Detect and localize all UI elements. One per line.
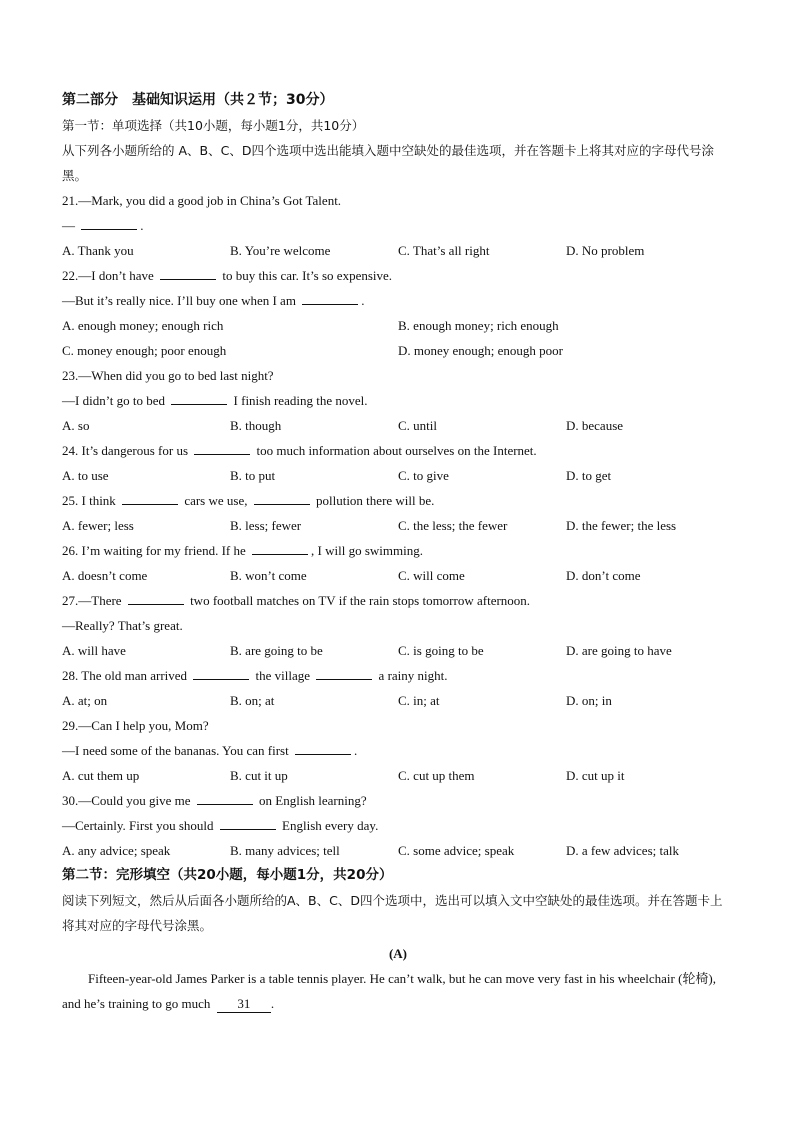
option-c[interactable]: C. the less; the fewer xyxy=(398,518,508,533)
question-25-line xyxy=(62,488,734,513)
option-b[interactable]: B. on; at xyxy=(230,693,275,708)
answer-blank xyxy=(194,440,250,455)
option-d[interactable]: D. don’t come xyxy=(566,568,641,583)
options-row xyxy=(62,688,734,713)
answer-blank xyxy=(220,815,276,830)
question-26-line xyxy=(62,538,734,563)
options-row xyxy=(62,238,734,263)
option-a[interactable]: A. at; on xyxy=(62,693,108,708)
question-29-line xyxy=(62,738,734,763)
question-text: to buy this car. It’s so expensive. xyxy=(219,268,393,283)
option-c[interactable]: C. is going to be xyxy=(398,643,484,658)
options-row xyxy=(62,338,734,363)
question-text: cars we use, xyxy=(181,493,251,508)
option-c[interactable]: C. That’s all right xyxy=(398,243,490,258)
question-text: 27.—There xyxy=(62,593,125,608)
question-text: I finish reading the novel. xyxy=(230,393,368,408)
option-d[interactable]: D. to get xyxy=(566,468,612,483)
question-27-line xyxy=(62,613,734,638)
answer-blank xyxy=(254,490,310,505)
option-d[interactable]: D. because xyxy=(566,418,624,433)
option-b[interactable]: B. are going to be xyxy=(230,643,323,658)
option-c[interactable]: C. some advice; speak xyxy=(398,843,515,858)
question-text: —I need some of the bananas. You can first xyxy=(62,743,292,758)
option-d[interactable]: D. the fewer; the less xyxy=(566,518,677,533)
question-text: too much information about ourselves on the Internet. xyxy=(253,443,537,458)
section1-instructions: 从下列各小题所给的 A、B、C、D四个选项中选出能填入题中空缺处的最佳选项，并在答题卡上将其对应的字母代号涂黑。 xyxy=(62,143,714,183)
answer-blank xyxy=(197,790,253,805)
question-text: on English learning? xyxy=(255,793,367,808)
question-text: —Really? That’s great. xyxy=(62,618,183,633)
question-text: 29.—Can I help you, Mom? xyxy=(62,718,209,733)
question-23-line xyxy=(62,363,734,388)
question-text: two football matches on TV if the rain stops tomorrow afternoon. xyxy=(186,593,531,608)
answer-blank xyxy=(302,290,358,305)
question-text: pollution there will be. xyxy=(312,493,435,508)
options-row xyxy=(62,563,734,588)
question-text: — xyxy=(62,218,79,233)
option-b[interactable]: B. less; fewer xyxy=(230,518,302,533)
option-b[interactable]: B. won’t come xyxy=(230,568,307,583)
passage-paragraph xyxy=(62,966,734,1016)
passage-text: Fifteen-year-old James Parker is a table tennis player. He can’t walk, but he can move very fast in his wheelchair (轮椅), and he’s training to go much xyxy=(62,971,716,1011)
question-text: a rainy night. xyxy=(375,668,448,683)
answer-blank xyxy=(81,215,137,230)
options-row xyxy=(62,513,734,538)
option-b[interactable]: B. enough money; rich enough xyxy=(398,318,559,333)
options-row xyxy=(62,638,734,663)
answer-blank xyxy=(193,665,249,680)
question-30-line xyxy=(62,788,734,813)
question-28-line xyxy=(62,663,734,688)
option-c[interactable]: C. money enough; poor enough xyxy=(62,343,227,358)
options-row xyxy=(62,838,734,863)
option-b[interactable]: B. many advices; tell xyxy=(230,843,340,858)
question-list xyxy=(62,188,734,863)
question-29-line xyxy=(62,713,734,738)
answer-blank xyxy=(128,590,184,605)
exam-page xyxy=(62,88,734,1016)
option-d[interactable]: D. money enough; enough poor xyxy=(398,343,564,358)
option-a[interactable]: A. to use xyxy=(62,468,109,483)
question-text: 24. It’s dangerous for us xyxy=(62,443,192,458)
section2-instructions: 阅读下列短文，然后从后面各小题所给的A、B、C、D四个选项中，选出可以填入文中空缺处的最佳选项。并在答题卡上将其对应的字母代号涂黑。 xyxy=(62,893,723,933)
question-text: —But it’s really nice. I’ll buy one when I am xyxy=(62,293,300,308)
question-text: 21.—Mark, you did a good job in China’s Got Talent. xyxy=(62,193,342,208)
option-a[interactable]: A. enough money; enough rich xyxy=(62,318,224,333)
question-text: 25. I think xyxy=(62,493,120,508)
option-c[interactable]: C. cut up them xyxy=(398,768,475,783)
section1-title: 第一节：单项选择（共10小题，每小题1分，共10分） xyxy=(62,118,365,133)
option-a[interactable]: A. fewer; less xyxy=(62,518,134,533)
answer-blank xyxy=(316,665,372,680)
passage-title: (A) xyxy=(388,946,408,961)
option-a[interactable]: A. Thank you xyxy=(62,243,134,258)
question-22-line xyxy=(62,288,734,313)
section2-title: 第二节：完形填空（共20小题，每小题1分，共20分） xyxy=(62,867,393,883)
option-c[interactable]: C. until xyxy=(398,418,438,433)
option-d[interactable]: D. a few advices; talk xyxy=(566,843,679,858)
question-text: 23.—When did you go to bed last night? xyxy=(62,368,274,383)
option-b[interactable]: B. You’re welcome xyxy=(230,243,331,258)
part-title: 第二部分 基础知识运用（共２节；30分） xyxy=(62,92,334,108)
option-c[interactable]: C. in; at xyxy=(398,693,440,708)
option-c[interactable]: C. will come xyxy=(398,568,465,583)
option-a[interactable]: A. so xyxy=(62,418,90,433)
option-d[interactable]: D. No problem xyxy=(566,243,645,258)
question-text: —Certainly. First you should xyxy=(62,818,217,833)
option-d[interactable]: D. on; in xyxy=(566,693,612,708)
question-24-line xyxy=(62,438,734,463)
options-row xyxy=(62,413,734,438)
option-d[interactable]: D. are going to have xyxy=(566,643,672,658)
question-23-line xyxy=(62,388,734,413)
options-row xyxy=(62,463,734,488)
option-a[interactable]: A. doesn’t come xyxy=(62,568,148,583)
question-21-line xyxy=(62,188,734,213)
option-a[interactable]: A. any advice; speak xyxy=(62,843,171,858)
question-22-line xyxy=(62,263,734,288)
question-text: . xyxy=(140,218,144,233)
question-text: 30.—Could you give me xyxy=(62,793,194,808)
question-text: . xyxy=(353,743,358,758)
option-b[interactable]: B. to put xyxy=(230,468,276,483)
question-text: 22.—I don’t have xyxy=(62,268,158,283)
answer-blank xyxy=(252,540,308,555)
question-30-line xyxy=(62,813,734,838)
answer-blank xyxy=(122,490,178,505)
option-c[interactable]: C. to give xyxy=(398,468,449,483)
option-a[interactable]: A. will have xyxy=(62,643,126,658)
question-text: 28. The old man arrived xyxy=(62,668,191,683)
answer-blank xyxy=(171,390,227,405)
question-text: English every day. xyxy=(278,818,379,833)
option-d[interactable]: D. cut up it xyxy=(566,768,625,783)
question-text: the village xyxy=(252,668,314,683)
option-b[interactable]: B. though xyxy=(230,418,282,433)
options-row xyxy=(62,313,734,338)
passage-text-end: . xyxy=(270,996,275,1011)
question-27-line xyxy=(62,588,734,613)
option-b[interactable]: B. cut it up xyxy=(230,768,288,783)
question-21-line xyxy=(62,213,734,238)
question-text: , I will go swimming. xyxy=(311,543,423,558)
options-row xyxy=(62,763,734,788)
answer-blank xyxy=(295,740,351,755)
passage-blank-31: 31 xyxy=(217,996,271,1013)
question-text: —I didn’t go to bed xyxy=(62,393,169,408)
question-text: 26. I’m waiting for my friend. If he xyxy=(62,543,250,558)
option-a[interactable]: A. cut them up xyxy=(62,768,140,783)
answer-blank xyxy=(160,265,216,280)
question-text: . xyxy=(361,293,365,308)
